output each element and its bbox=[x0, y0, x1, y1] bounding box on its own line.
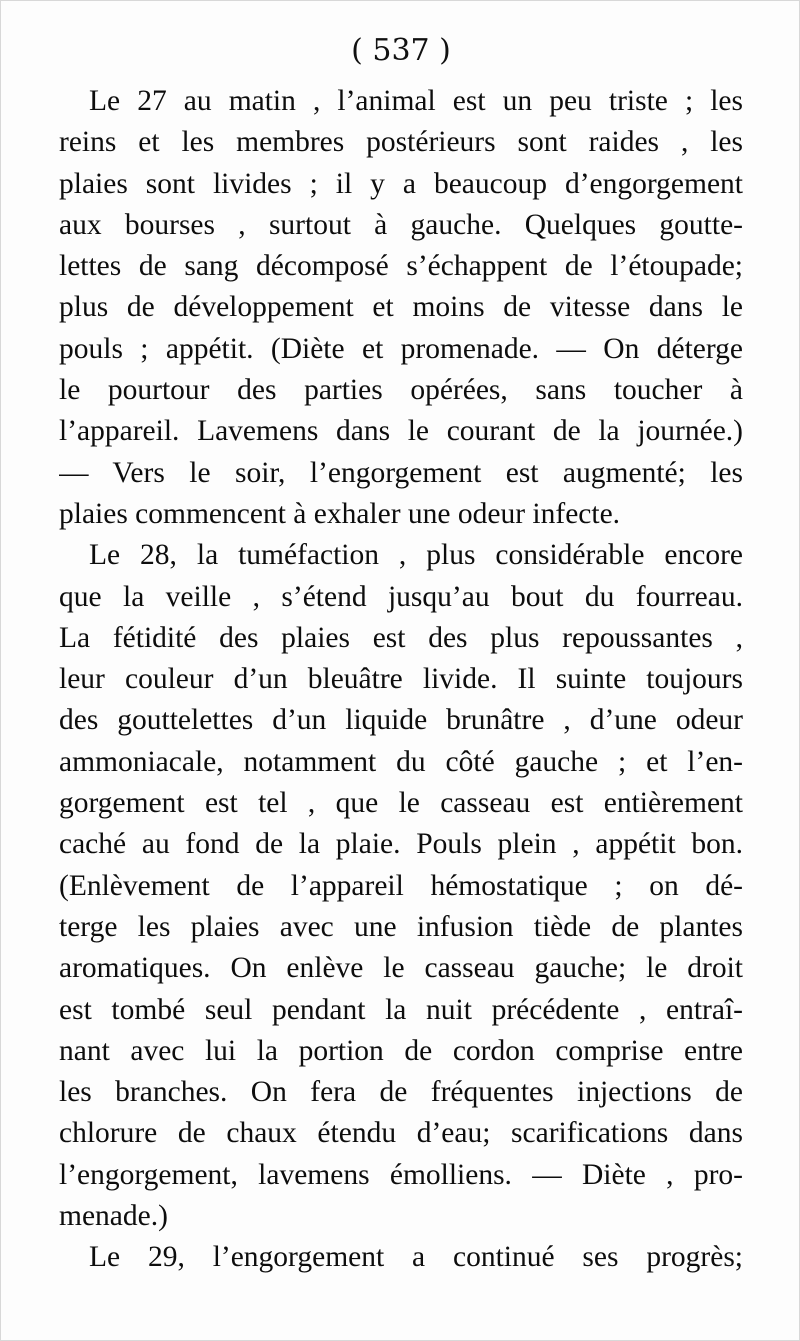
text-line: caché au fond de la plaie. Pouls plein , appétit bon. bbox=[59, 828, 743, 861]
text-line: pouls ; appétit. (Diète et promenade. — On déterge bbox=[59, 332, 743, 365]
text-line: lettes de sang décomposé s’échappent de l’étoupade; bbox=[59, 250, 743, 283]
text-line: plaies commencent à exhaler une odeur infecte. bbox=[59, 497, 621, 530]
text-line: plaies sont livides ; il y a beaucoup d’engorgement bbox=[59, 167, 743, 200]
text-line: La fétidité des plaies est des plus repoussantes , bbox=[59, 621, 743, 654]
text-line: l’engorgement, lavemens émolliens. — Diète , pro- bbox=[59, 1158, 743, 1191]
text-line: leur couleur d’un bleuâtre livide. Il suinte toujours bbox=[59, 663, 743, 696]
text-line: nant avec lui la portion de cordon comprise entre bbox=[59, 1034, 743, 1067]
text-line: que la veille , s’étend jusqu’au bout du fourreau. bbox=[59, 580, 743, 613]
paragraph-2 bbox=[59, 535, 743, 1237]
text-line: des gouttelettes d’un liquide brunâtre , d’une odeur bbox=[59, 704, 743, 737]
text-line: reins et les membres postérieurs sont raides , les bbox=[59, 126, 743, 159]
text-line: est tombé seul pendant la nuit précédente , entraî- bbox=[59, 993, 743, 1026]
text-line: Le 29, l’engorgement a continué ses progrès; bbox=[89, 1241, 743, 1274]
text-line: les branches. On fera de fréquentes injections de bbox=[59, 1076, 743, 1109]
text-line: — Vers le soir, l’engorgement est augmenté; les bbox=[59, 456, 743, 489]
text-line: Le 27 au matin , l’animal est un peu triste ; les bbox=[89, 85, 743, 117]
text-line: gorgement est tel , que le casseau est entièrement bbox=[59, 787, 743, 820]
body-text bbox=[59, 81, 743, 1279]
text-line: plus de développement et moins de vitesse dans le bbox=[59, 291, 743, 324]
text-line: chlorure de chaux étendu d’eau; scarifications dans bbox=[59, 1117, 743, 1150]
text-line: l’appareil. Lavemens dans le courant de la journée.) bbox=[59, 415, 743, 448]
text-line: (Enlèvement de l’appareil hémostatique ; on dé- bbox=[59, 869, 743, 902]
text-line: menade.) bbox=[59, 1200, 168, 1233]
text-line: Le 28, la tuméfaction , plus considérable encore bbox=[89, 539, 743, 572]
paragraph-1 bbox=[59, 81, 743, 535]
text-line: aromatiques. On enlève le casseau gauche; le droit bbox=[59, 952, 743, 985]
paragraph-3 bbox=[59, 1237, 743, 1278]
text-line: terge les plaies avec une infusion tiède de plantes bbox=[59, 910, 743, 943]
page-number: ( 537 ) bbox=[351, 33, 451, 68]
text-line: aux bourses , surtout à gauche. Quelques goutte- bbox=[59, 208, 743, 241]
text-line: le pourtour des parties opérées, sans toucher à bbox=[59, 374, 743, 407]
text-line: ammoniacale, notamment du côté gauche ; et l’en- bbox=[59, 745, 743, 778]
